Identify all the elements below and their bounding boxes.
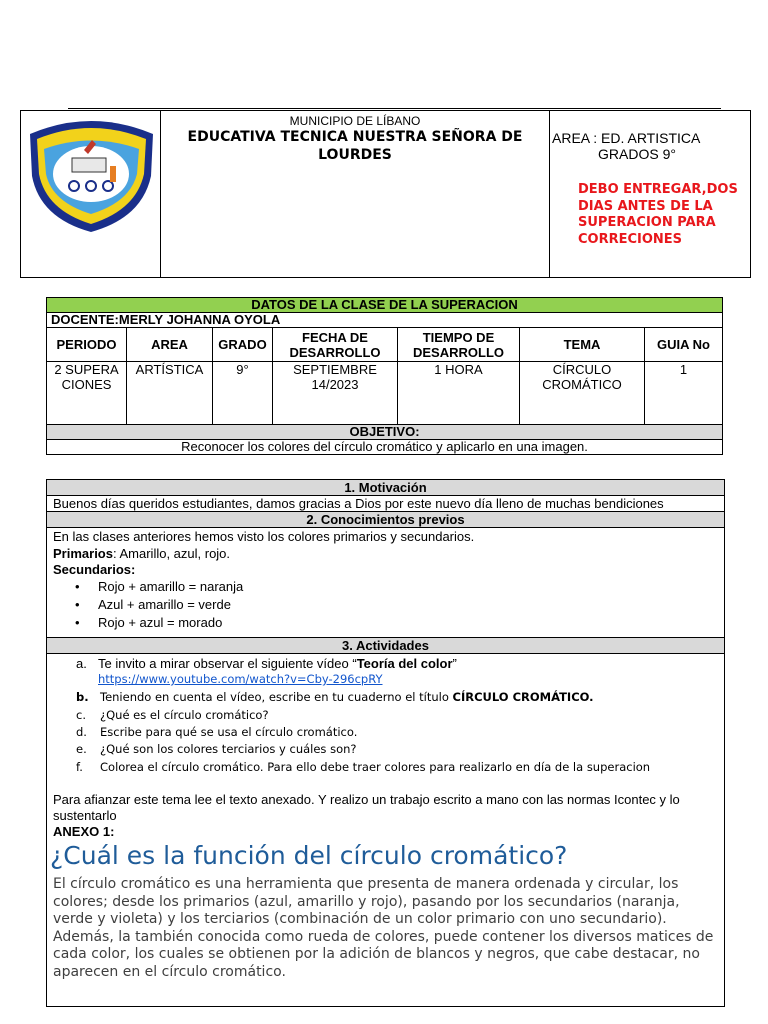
- teacher-name: DOCENTE:MERLY JOHANNA OYOLA: [47, 313, 723, 328]
- objective-label: OBJETIVO:: [47, 425, 723, 440]
- lesson-content-box: 1. Motivación Buenos días queridos estudiantes, damos gracias a Dios por este nuevo día lleno de muchas bendiciones 2. Conocimientos previos En las clases anteriores hemos visto los colores primarios y secundarios. Primarios: Amarillo, azul, rojo. Secundarios: • Rojo + amarillo = naranja • Azul + amarillo = verde • Rojo + azul = morado 3. Actividades a. Te invito a mirar observar el siguiente vídeo “Teoría del color” https://www.youtube.com/watch?v=Cby-296cpRY b. Teniendo en cuenta el vídeo, escribe en tu cuaderno el título CÍRCULO CROMÁTICO. c. ¿Qué es el círculo cromático? d. Escribe para qué se usa el círculo cromático. e. ¿Qué son los colores terciarios y cuáles son? f. Colorea el círculo cromático. Para ello debe traer colores para realizarlo en día de la superacion Para afianzar este tema lee el texto anexado. Y realizo un trabajo escrito a mano con las normas Icontec y lo sustentarlo ANEXO 1: ¿Cuál es la función del círculo cromático? El círculo cromático es una herramienta que presenta de manera ordenada y circular, los colores; desde los primarios (azul, amarillo y rojo), pasando por los secundarios (naranja, verde y violeta) y los terciarios (combinación de un color primario con uno secundario). Además, la también conocida como rueda de colores, puede contener los diversos matices de cada color, los cuales se obtienen por la adición de blancos y negros, que cabe destacar, no aparecen en el círculo cromático.: [46, 479, 725, 1007]
- prior-intro: En las clases anteriores hemos visto los colores primarios y secundarios.: [53, 529, 475, 544]
- primary-label: Primarios: [53, 546, 113, 561]
- article-title: ¿Cuál es la función del círculo cromático?: [50, 841, 568, 870]
- logo-cell: [21, 111, 161, 278]
- prior-knowledge-heading: 2. Conocimientos previos: [47, 511, 724, 528]
- val-fecha: SEPTIEMBRE 14/2023: [273, 362, 398, 425]
- val-area: ARTÍSTICA: [127, 362, 213, 425]
- col-tiempo: TIEMPO DE DESARROLLO: [398, 328, 520, 362]
- col-guia: GUIA No: [645, 328, 723, 362]
- objective-text: Reconocer los colores del círculo cromático y aplicarlo en una imagen.: [47, 440, 723, 455]
- secondary-label: Secundarios:: [53, 562, 136, 577]
- header-table: [20, 110, 751, 278]
- primary-text: : Amarillo, azul, rojo.: [112, 546, 231, 561]
- annex-label: ANEXO 1:: [53, 824, 115, 839]
- val-guia: 1: [645, 362, 723, 425]
- class-data-table: [46, 297, 723, 455]
- municipality: MUNICIPIO DE LÍBANO: [289, 114, 421, 128]
- school-name-cell: [161, 111, 550, 278]
- val-periodo: 2 SUPERACIONES: [47, 362, 127, 425]
- video-title: Teoría del color: [356, 656, 453, 671]
- reinforcement-text-cont: sustentarlo: [53, 808, 117, 823]
- motivation-heading: 1. Motivación: [47, 479, 724, 496]
- col-fecha: FECHA DE DESARROLLO: [273, 328, 398, 362]
- val-grado: 9°: [213, 362, 273, 425]
- grades-label: GRADOS 9°: [598, 146, 676, 162]
- delivery-warning: DEBO ENTREGAR,DOS DIAS ANTES DE LA SUPERACION PARA CORRECIONES: [578, 182, 738, 247]
- col-tema: TEMA: [520, 328, 645, 362]
- area-cell: [550, 111, 751, 278]
- motivation-text: Buenos días queridos estudiantes, damos gracias a Dios por este nuevo día lleno de muchas bendiciones: [53, 496, 664, 511]
- col-periodo: PERIODO: [47, 328, 127, 362]
- area-label: AREA : ED. ARTISTICA: [552, 130, 701, 146]
- bullet-icon: •: [75, 579, 80, 594]
- activities-heading: 3. Actividades: [47, 637, 724, 654]
- school-name: EDUCATIVA TECNICA NUESTRA SEÑORA DE LOURDES: [187, 129, 523, 163]
- val-tema: CÍRCULO CROMÁTICO: [520, 362, 645, 425]
- val-tiempo: 1 HORA: [398, 362, 520, 425]
- col-grado: GRADO: [213, 328, 273, 362]
- primary-colors: [53, 546, 230, 561]
- col-area: AREA: [127, 328, 213, 362]
- notebook-title: CÍRCULO CROMÁTICO.: [452, 690, 594, 704]
- bullet-icon: •: [75, 615, 80, 630]
- bullet-icon: •: [75, 597, 80, 612]
- activity-marker: a.: [76, 656, 87, 671]
- class-data-title: DATOS DE LA CLASE DE LA SUPERACION: [47, 298, 723, 313]
- school-shield-logo: [24, 114, 159, 236]
- header-top-rule: [68, 108, 721, 109]
- article-body: El círculo cromático es una herramienta que presenta de manera ordenada y circular, los colores; desde los primarios (azul, amarillo y rojo), pasando por los secundarios (naranja, verde y violeta) y los terciarios (combinación de un color primario con uno secundario). Además, la también conocida como rueda de colores, puede contener los diversos matices de cada color, los cuales se obtienen por la adición de blancos y negros, que cabe destacar, no aparecen en el círculo cromático.: [53, 876, 714, 980]
- youtube-link[interactable]: https://www.youtube.com/watch?v=Cby-296cpRY: [98, 672, 383, 686]
- reinforcement-text: Para afianzar este tema lee el texto anexado. Y realizo un trabajo escrito a mano con las normas Icontec y lo: [53, 792, 680, 807]
- activity-a: a. Te invito a mirar observar el siguiente vídeo “Teoría del color”: [76, 656, 457, 671]
